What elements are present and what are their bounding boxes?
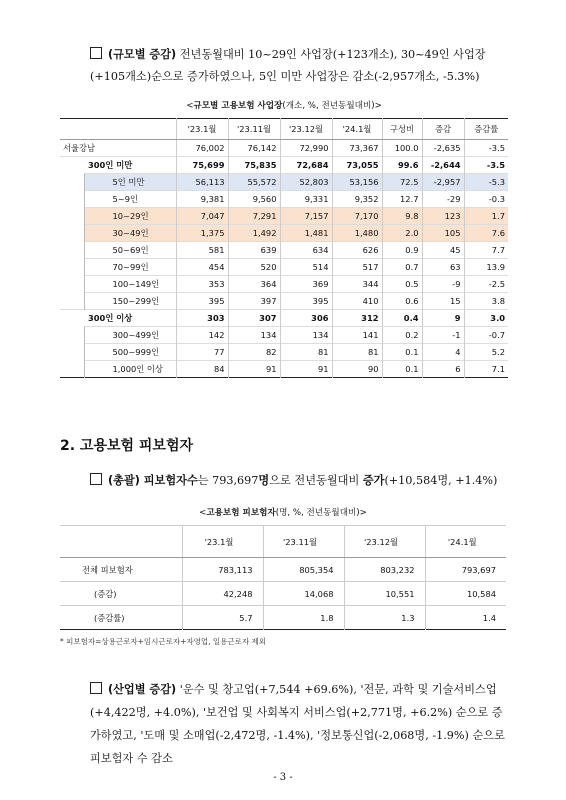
table-cell: 1.8: [263, 606, 344, 630]
table-cell: 369: [280, 276, 332, 293]
table-cell: -29: [422, 191, 464, 208]
table-row: [60, 361, 508, 378]
table-row: [60, 259, 508, 276]
table-cell: 9,381: [176, 191, 228, 208]
row-label: 30~49인: [84, 225, 176, 242]
table-cell: 1,480: [332, 225, 382, 242]
table-cell: 9,352: [332, 191, 382, 208]
table-cell: 395: [280, 293, 332, 310]
total-insured-paragraph: (총괄) 피보험자수는 793,697명으로 전년동월대비 증가(+10,584명, +1.4%): [90, 470, 520, 492]
table-cell: 0.9: [382, 242, 422, 259]
table-row: [60, 344, 508, 361]
table-cell: 520: [228, 259, 280, 276]
table-cell: 105: [422, 225, 464, 242]
table-cell: 123: [422, 208, 464, 225]
table-row: [60, 225, 508, 242]
table-cell: 454: [176, 259, 228, 276]
table-row: [60, 174, 508, 191]
row-label: 5인 미만: [84, 174, 176, 191]
table-cell: 7,291: [228, 208, 280, 225]
table-cell: 395: [176, 293, 228, 310]
table-cell: 4: [422, 344, 464, 361]
table-cell: 1.4: [425, 606, 506, 630]
table-cell: 84: [176, 361, 228, 378]
table-cell: 7.6: [464, 225, 508, 242]
table-cell: 7.7: [464, 242, 508, 259]
table-cell: 42,248: [182, 582, 263, 606]
table-cell: 52,803: [280, 174, 332, 191]
table-cell: 134: [228, 327, 280, 344]
table-cell: 312: [332, 310, 382, 327]
table-cell: 56,113: [176, 174, 228, 191]
row-label: 1,000인 이상: [84, 361, 176, 378]
row-label: 300~499인: [84, 327, 176, 344]
row-label: 10~29인: [84, 208, 176, 225]
table1-header: 증감률: [464, 119, 508, 140]
table1-header: '23.12월: [280, 119, 332, 140]
table-cell: 9,560: [228, 191, 280, 208]
table-cell: 0.2: [382, 327, 422, 344]
row-label: 50~69인: [84, 242, 176, 259]
row-label: 서울강남: [60, 140, 176, 157]
table-cell: 581: [176, 242, 228, 259]
table-row: [60, 242, 508, 259]
table-cell: -5.3: [464, 174, 508, 191]
row-label: 5~9인: [84, 191, 176, 208]
table-cell: 75,699: [176, 157, 228, 174]
table-cell: 1.7: [464, 208, 508, 225]
row-label: (증감률): [60, 606, 182, 630]
table-cell: -0.7: [464, 327, 508, 344]
table-row: [60, 140, 508, 157]
table-cell: 13.9: [464, 259, 508, 276]
table-cell: 99.6: [382, 157, 422, 174]
table-cell: -1: [422, 327, 464, 344]
table-cell: 100.0: [382, 140, 422, 157]
table-cell: 5.7: [182, 606, 263, 630]
table-cell: 72.5: [382, 174, 422, 191]
industry-change-paragraph: (산업별 증감) '운수 및 창고업(+7,544 +69.6%), '전문, 과학 및 기술서비스업 (+4,422명, +4.0%), '보건업 및 사회복지 서비스업(+2,771명, +6.2%) 순으로 증가하였고, '도매 및 소매업(-2,472명, -1.4%), '정보통신업(-2,068명, -1.9%) 순으로 피보험자 수 감소: [90, 683, 505, 765]
table2-header: '23.11월: [263, 526, 344, 558]
table-cell: 82: [228, 344, 280, 361]
table-cell: 55,572: [228, 174, 280, 191]
row-label: (증감): [60, 582, 182, 606]
table-cell: -3.5: [464, 140, 508, 157]
table1-header: '23.1월: [176, 119, 228, 140]
table-cell: 77: [176, 344, 228, 361]
table-cell: 364: [228, 276, 280, 293]
table-cell: 303: [176, 310, 228, 327]
table-cell: 45: [422, 242, 464, 259]
table-cell: 75,835: [228, 157, 280, 174]
table-cell: 9: [422, 310, 464, 327]
table-cell: 793,697: [425, 558, 506, 582]
table-cell: 142: [176, 327, 228, 344]
table1-header: '23.11월: [228, 119, 280, 140]
table2-caption: <고용보험 피보험자(명, %, 전년동월대비)>: [199, 508, 367, 518]
table-cell: 344: [332, 276, 382, 293]
table-cell: 9,331: [280, 191, 332, 208]
table-row: [60, 310, 508, 327]
table-row: [60, 606, 506, 630]
row-label: 150~299인: [84, 293, 176, 310]
table-cell: 353: [176, 276, 228, 293]
table-cell: 1,492: [228, 225, 280, 242]
table-cell: 2.0: [382, 225, 422, 242]
row-label: 70~99인: [84, 259, 176, 276]
footnote: * 피보험자=상용근로자+임시근로자+자영업, 일용근로자 제외: [60, 637, 267, 646]
table-row: [60, 293, 508, 310]
table-cell: 63: [422, 259, 464, 276]
table2-header: '24.1월: [425, 526, 506, 558]
table-cell: 517: [332, 259, 382, 276]
table-cell: 514: [280, 259, 332, 276]
table-cell: 73,367: [332, 140, 382, 157]
table-row: [60, 191, 508, 208]
table-cell: 7.1: [464, 361, 508, 378]
table-cell: 1.3: [344, 606, 425, 630]
table-cell: 134: [280, 327, 332, 344]
table-cell: -3.5: [464, 157, 508, 174]
table-cell: 0.1: [382, 361, 422, 378]
table-cell: 91: [228, 361, 280, 378]
table-cell: 7,047: [176, 208, 228, 225]
table-cell: -2,957: [422, 174, 464, 191]
workplace-size-table: [60, 118, 508, 378]
table-cell: 7,170: [332, 208, 382, 225]
table-cell: 14,068: [263, 582, 344, 606]
table-row: [60, 327, 508, 344]
table-cell: 6: [422, 361, 464, 378]
table-cell: 0.4: [382, 310, 422, 327]
row-label: 300인 이상: [60, 310, 176, 327]
table-row: [60, 157, 508, 174]
table-cell: 10,551: [344, 582, 425, 606]
table-cell: 3.8: [464, 293, 508, 310]
table-row: [60, 582, 506, 606]
page-number: - 3 -: [273, 772, 293, 783]
table-cell: 410: [332, 293, 382, 310]
table-cell: -2,644: [422, 157, 464, 174]
table-cell: 12.7: [382, 191, 422, 208]
table-cell: 15: [422, 293, 464, 310]
table-cell: 1,375: [176, 225, 228, 242]
insured-persons-table: [60, 525, 506, 630]
checkbox-square-icon: [90, 682, 102, 694]
table-cell: 805,354: [263, 558, 344, 582]
table-cell: 72,684: [280, 157, 332, 174]
table-cell: 0.7: [382, 259, 422, 276]
table-cell: 76,002: [176, 140, 228, 157]
table-cell: 307: [228, 310, 280, 327]
table-cell: 634: [280, 242, 332, 259]
table-cell: 639: [228, 242, 280, 259]
row-label: 100~149인: [84, 276, 176, 293]
table-cell: -9: [422, 276, 464, 293]
table-cell: 5.2: [464, 344, 508, 361]
table-cell: 53,156: [332, 174, 382, 191]
table-cell: 803,232: [344, 558, 425, 582]
table-cell: 626: [332, 242, 382, 259]
table2-header: '23.12월: [344, 526, 425, 558]
table2-header: '23.1월: [182, 526, 263, 558]
scale-change-paragraph: (규모별 증감) 전년동월대비 10~29인 사업장(+123개소), 30~49인 사업장 (+105개소)순으로 증가하였으나, 5인 미만 사업장은 감소(-2,957개소, -5.3%): [90, 48, 486, 83]
table-cell: 76,142: [228, 140, 280, 157]
table-cell: 397: [228, 293, 280, 310]
table-cell: 72,990: [280, 140, 332, 157]
table-cell: 3.0: [464, 310, 508, 327]
table-cell: 90: [332, 361, 382, 378]
table1-header: '24.1월: [332, 119, 382, 140]
section-heading: 2. 고용보험 피보험자: [60, 438, 193, 454]
table-cell: 306: [280, 310, 332, 327]
table-cell: -2.5: [464, 276, 508, 293]
table-cell: 91: [280, 361, 332, 378]
table1-caption: <규모별 고용보험 사업장(개소, %, 전년동월대비)>: [186, 101, 382, 111]
checkbox-square-icon: [90, 47, 102, 59]
row-label: 전체 피보험자: [60, 558, 182, 582]
table1-header: 증감: [422, 119, 464, 140]
row-label: 500~999인: [84, 344, 176, 361]
table-cell: 0.5: [382, 276, 422, 293]
table-cell: -0.3: [464, 191, 508, 208]
checkbox-square-icon: [90, 473, 102, 485]
table-row: [60, 276, 508, 293]
table-cell: 73,055: [332, 157, 382, 174]
table1-header: 구성비: [382, 119, 422, 140]
table-row: [60, 558, 506, 582]
table-cell: 10,584: [425, 582, 506, 606]
row-label: 300인 미만: [60, 157, 176, 174]
table-cell: 783,113: [182, 558, 263, 582]
table-cell: 1,481: [280, 225, 332, 242]
table-cell: 81: [280, 344, 332, 361]
table-cell: 9.8: [382, 208, 422, 225]
table-cell: 0.1: [382, 344, 422, 361]
table-cell: 0.6: [382, 293, 422, 310]
table-cell: -2,635: [422, 140, 464, 157]
table-row: [60, 208, 508, 225]
table-cell: 81: [332, 344, 382, 361]
table-cell: 7,157: [280, 208, 332, 225]
table-cell: 141: [332, 327, 382, 344]
